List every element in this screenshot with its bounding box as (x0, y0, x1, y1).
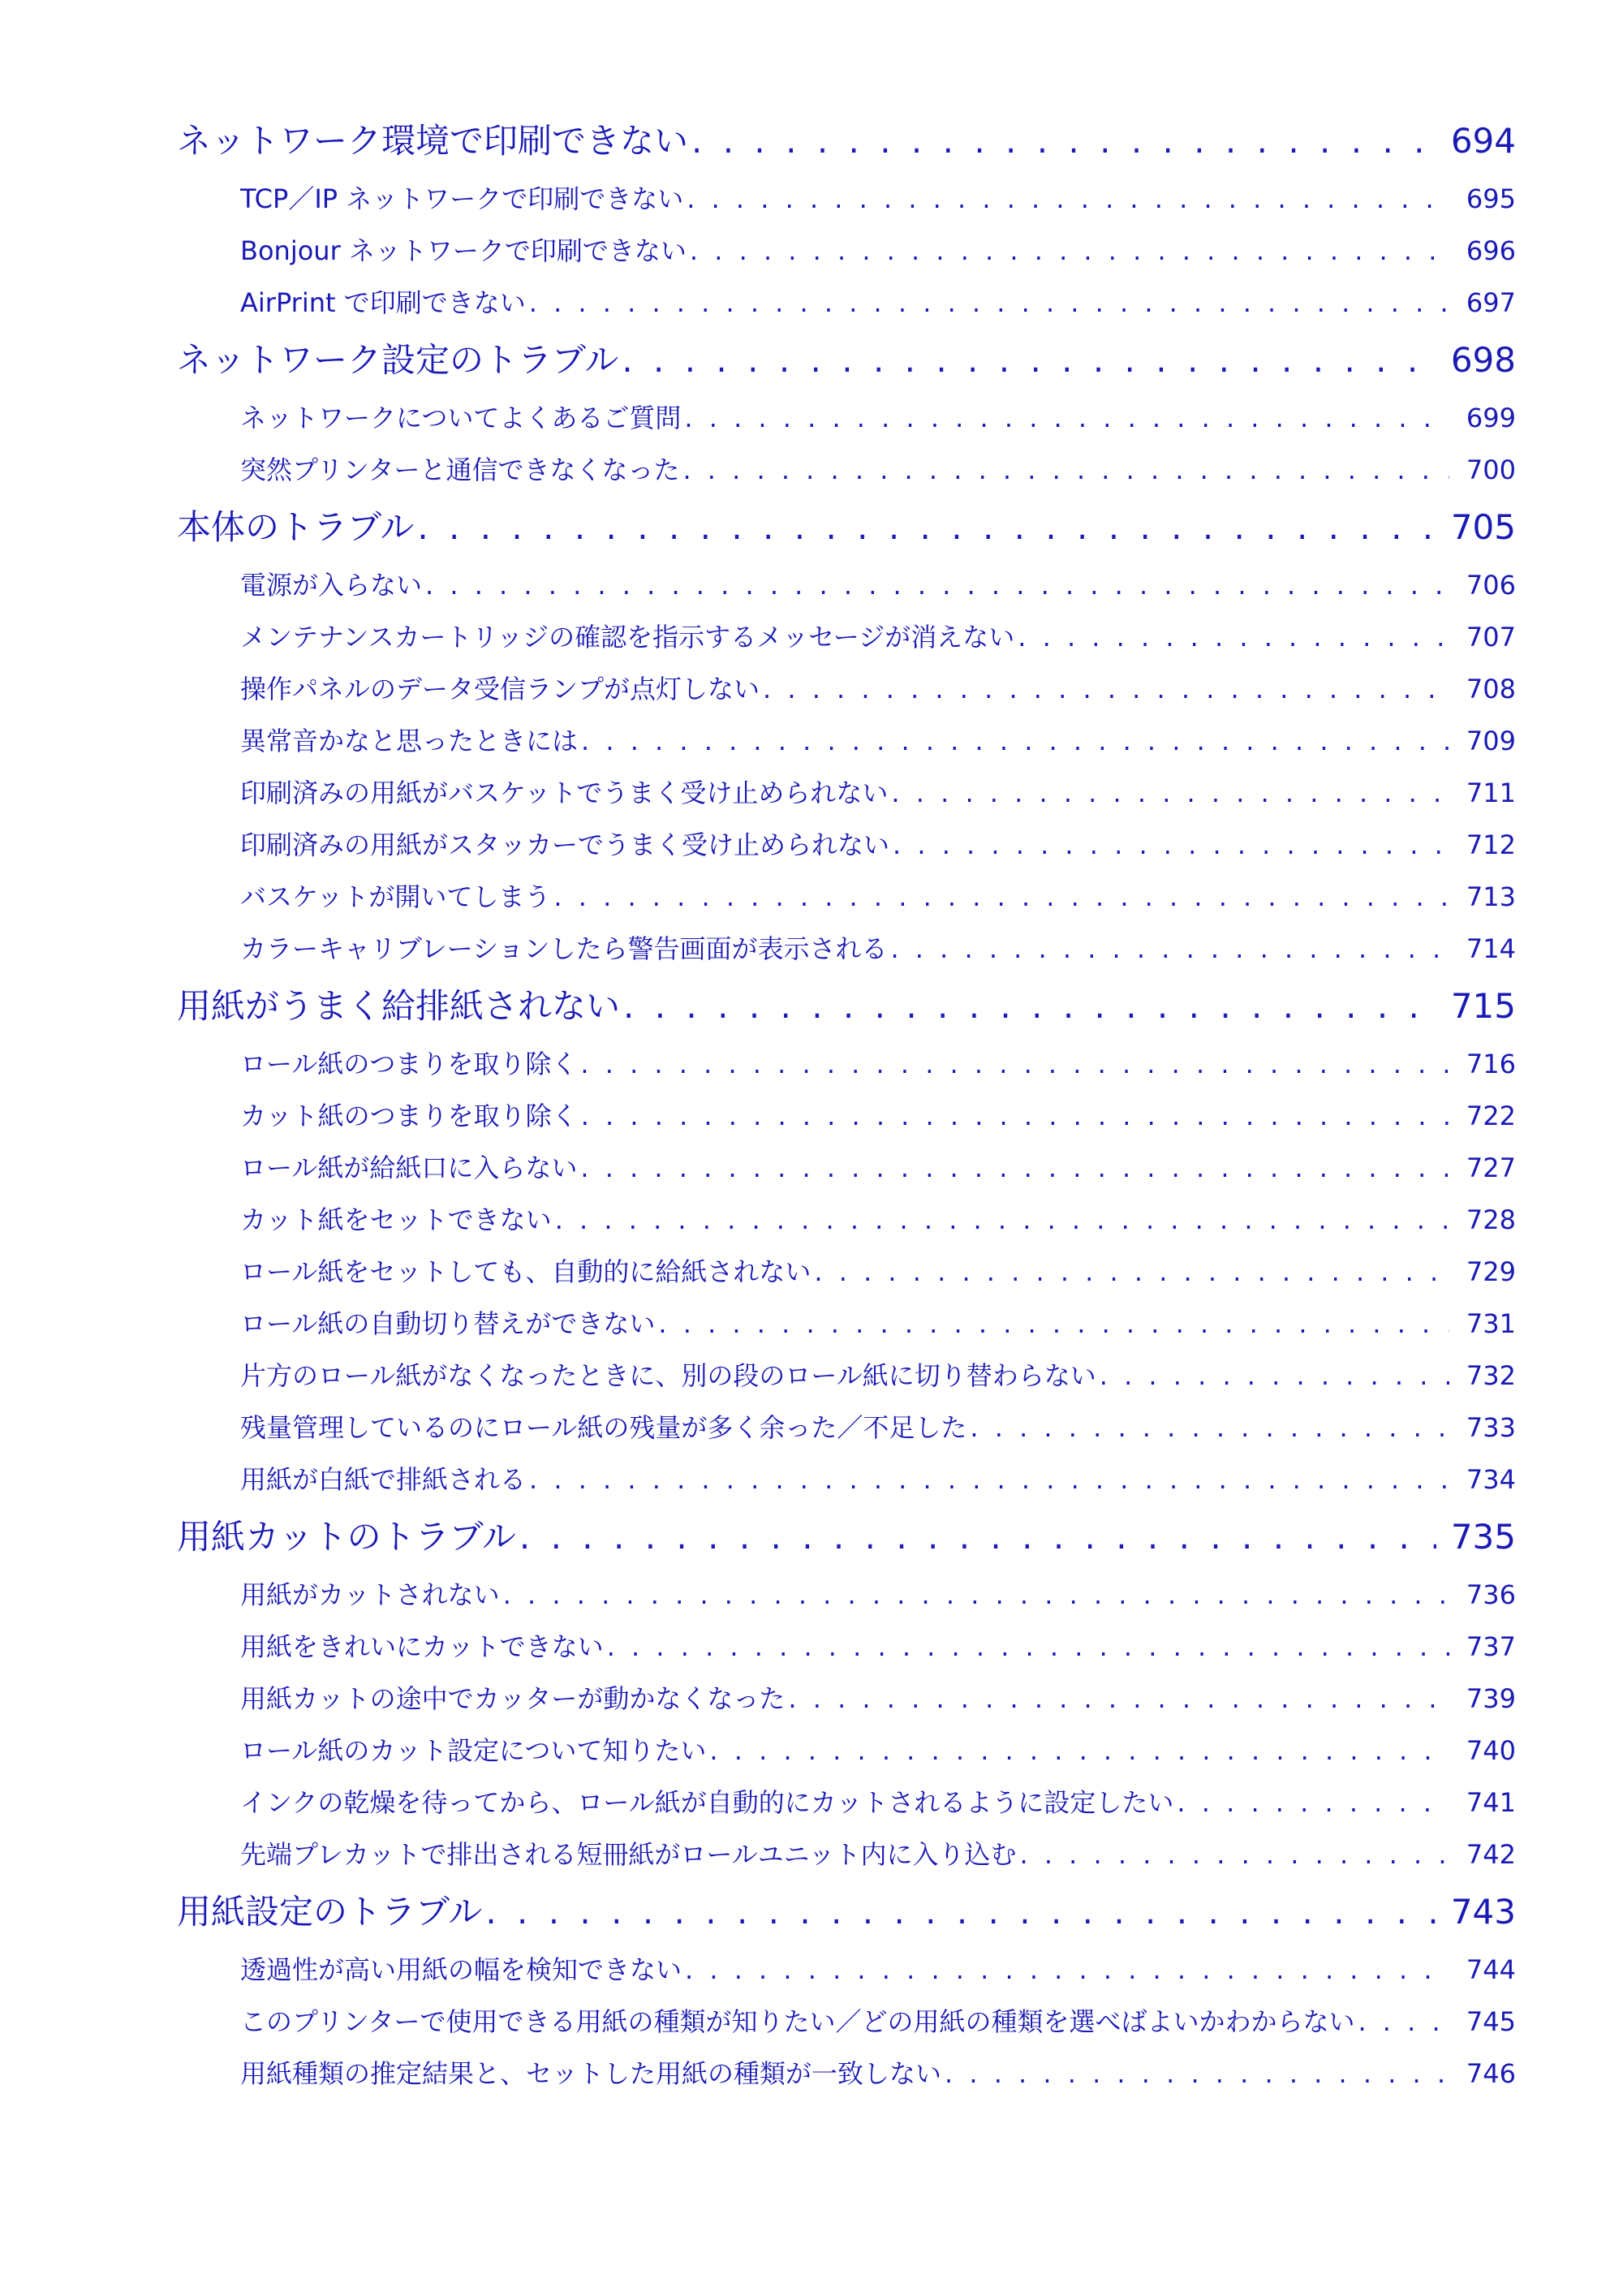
toc-leader-dots (709, 1732, 1449, 1769)
toc-leader-dots (607, 1628, 1449, 1665)
toc-page-number: 729 (1466, 1256, 1516, 1287)
toc-page-number: 715 (1450, 986, 1516, 1026)
toc-subsection-entry[interactable] (240, 878, 1516, 915)
toc-leader-dots (580, 1149, 1449, 1187)
toc-leader-dots (1358, 2003, 1449, 2040)
toc-section-entry[interactable] (177, 117, 1516, 166)
toc-entry-title: 本体のトラブル (177, 507, 415, 547)
toc-entry-title: 印刷済みの用紙がスタッカーでうまく受け止められない (240, 829, 890, 860)
toc-subsection-entry[interactable] (240, 1201, 1516, 1238)
toc-leader-dots (814, 1253, 1449, 1290)
toc-leader-dots (622, 336, 1436, 385)
toc-subsection-entry[interactable] (240, 1253, 1516, 1290)
toc-entry-title: 用紙がカットされない (240, 1579, 500, 1610)
toc-page-number: 733 (1466, 1412, 1516, 1443)
toc-leader-dots (684, 399, 1449, 437)
toc-page-number: 742 (1466, 1839, 1516, 1870)
toc-leader-dots (687, 180, 1449, 218)
toc-leader-dots (555, 1201, 1449, 1238)
toc-entry-title: 電源が入らない (240, 570, 423, 601)
toc-leader-dots (519, 1513, 1436, 1562)
toc-leader-dots (685, 1951, 1449, 1988)
toc-leader-dots (1018, 618, 1449, 656)
toc-page-number: 744 (1466, 1954, 1516, 1985)
toc-page-number: 736 (1466, 1579, 1516, 1610)
toc-page-number: 700 (1466, 454, 1516, 485)
toc-entry-title: バスケットが開いてしまう (240, 881, 551, 912)
toc-page-number: 695 (1466, 183, 1516, 214)
toc-page-number: 707 (1466, 622, 1516, 653)
toc-entry-title: インクの乾燥を待ってから、ロール紙が自動的にカットされるように設定したい (240, 1787, 1174, 1818)
toc-leader-dots (691, 117, 1436, 166)
toc-leader-dots (503, 1576, 1449, 1613)
toc-subsection-entry[interactable] (240, 1149, 1516, 1187)
toc-subsection-entry[interactable] (240, 1576, 1516, 1613)
toc-entry-title: カット紙をセットできない (240, 1204, 552, 1235)
toc-page-number: 699 (1466, 403, 1516, 433)
toc-subsection-entry[interactable] (240, 774, 1516, 812)
toc-page-number: 705 (1450, 507, 1516, 547)
toc-page-number: 714 (1466, 933, 1516, 964)
toc-page-number: 741 (1466, 1787, 1516, 1818)
toc-entry-title: Bonjour ネットワークで印刷できない (240, 235, 687, 266)
toc-entry-title: メンテナンスカートリッジの確認を指示するメッセージが消えない (240, 622, 1015, 653)
toc-entry-title: このプリンターで使用できる用紙の種類が知りたい／どの用紙の種類を選べばよいかわからない (240, 2006, 1355, 2037)
toc-entry-title: TCP／IP ネットワークで印刷できない (240, 183, 684, 214)
toc-page-number: 745 (1466, 2006, 1516, 2037)
toc-subsection-entry[interactable] (240, 1628, 1516, 1665)
toc-page-number: 743 (1450, 1892, 1516, 1932)
toc-section-entry[interactable] (177, 982, 1516, 1031)
toc-subsection-entry[interactable] (240, 566, 1516, 604)
toc-entry-title: ネットワークについてよくあるご質問 (240, 403, 682, 433)
toc-entry-title: 先端プレカットで排出される短冊紙がロールユニット内に入り込む (240, 1839, 1017, 1870)
toc-page-number: 708 (1466, 674, 1516, 704)
toc-entry-title: ロール紙をセットしても、自動的に給紙されない (240, 1256, 812, 1287)
toc-page-number: 734 (1466, 1464, 1516, 1495)
toc-page-number: 706 (1466, 570, 1516, 601)
toc-leader-dots (417, 503, 1436, 552)
toc-page-number: 713 (1466, 881, 1516, 912)
toc-subsection-entry[interactable] (240, 1951, 1516, 1988)
toc-subsection-entry[interactable] (240, 1784, 1516, 1821)
toc-entry-title: カラーキャリブレーションしたら警告画面が表示される (240, 933, 888, 964)
toc-page-number: 722 (1466, 1101, 1516, 1131)
toc-subsection-entry[interactable] (240, 1732, 1516, 1769)
toc-section-entry[interactable] (177, 503, 1516, 552)
toc-page-number: 731 (1466, 1308, 1516, 1339)
toc-leader-dots (581, 1097, 1449, 1135)
toc-subsection-entry[interactable] (240, 1461, 1516, 1498)
toc-leader-dots (658, 1305, 1449, 1342)
toc-page-number: 696 (1466, 235, 1516, 266)
toc-entry-title: 用紙カットのトラブル (177, 1517, 516, 1557)
toc-page-number: 737 (1466, 1631, 1516, 1662)
toc-page-number: 740 (1466, 1735, 1516, 1766)
toc-leader-dots (682, 451, 1449, 489)
toc-entry-title: 突然プリンターと通信できなくなった (240, 454, 680, 485)
toc-page-number: 746 (1466, 2058, 1516, 2089)
toc-subsection-entry[interactable] (240, 670, 1516, 708)
toc-entry-title: 残量管理しているのにロール紙の残量が多く余った／不足した (240, 1412, 967, 1443)
toc-subsection-entry[interactable] (240, 1680, 1516, 1717)
toc-page-number: 694 (1450, 121, 1516, 161)
toc-leader-dots (690, 232, 1449, 269)
toc-leader-dots (891, 774, 1449, 812)
toc-subsection-entry[interactable] (240, 180, 1516, 218)
toc-leader-dots (425, 566, 1449, 604)
toc-subsection-entry[interactable] (240, 1045, 1516, 1083)
toc-leader-dots (623, 982, 1436, 1031)
toc-subsection-entry[interactable] (240, 451, 1516, 489)
toc-leader-dots (1100, 1357, 1449, 1394)
toc-subsection-entry[interactable] (240, 1357, 1516, 1394)
toc-entry-title: 操作パネルのデータ受信ランプが点灯しない (240, 674, 760, 704)
toc-subsection-entry[interactable] (240, 722, 1516, 760)
toc-subsection-entry[interactable] (240, 1409, 1516, 1446)
toc-leader-dots (893, 826, 1449, 864)
toc-subsection-entry[interactable] (240, 284, 1516, 321)
toc-section-entry[interactable] (177, 1888, 1516, 1936)
toc-page-number: 727 (1466, 1152, 1516, 1183)
toc-leader-dots (1177, 1784, 1449, 1821)
toc-page-number: 728 (1466, 1204, 1516, 1235)
toc-page-number: 697 (1466, 287, 1516, 318)
toc-entry-title: 用紙がうまく給排紙されない (177, 986, 621, 1026)
toc-leader-dots (788, 1680, 1449, 1717)
toc-entry-title: ロール紙のカット設定について知りたい (240, 1735, 707, 1766)
toc-entry-title: AirPrint で印刷できない (240, 287, 526, 318)
toc-page-number: 709 (1466, 726, 1516, 756)
toc-leader-dots (581, 722, 1449, 760)
toc-page-number: 739 (1466, 1683, 1516, 1714)
toc-section-entry[interactable] (177, 1513, 1516, 1562)
toc-leader-dots (1019, 1836, 1449, 1873)
toc-subsection-entry[interactable] (240, 930, 1516, 967)
toc-leader-dots (485, 1888, 1436, 1936)
toc-section-entry[interactable] (177, 336, 1516, 385)
toc-entry-title: 片方のロール紙がなくなったときに、別の段のロール紙に切り替わらない (240, 1360, 1096, 1391)
toc-subsection-entry[interactable] (240, 2003, 1516, 2040)
toc-entry-title: ロール紙の自動切り替えができない (240, 1308, 656, 1339)
toc-page-number: 735 (1450, 1517, 1516, 1557)
toc-entry-title: ネットワーク設定のトラブル (177, 340, 619, 380)
toc-page-number: 716 (1466, 1049, 1516, 1079)
toc-leader-dots (529, 284, 1449, 321)
toc-subsection-entry[interactable] (240, 1305, 1516, 1342)
toc-leader-dots (890, 930, 1449, 967)
toc-entry-title: 用紙が白紙で排紙される (240, 1464, 527, 1495)
toc-page-number: 711 (1466, 778, 1516, 808)
toc-entry-title: ロール紙が給紙口に入らない (240, 1152, 578, 1183)
toc-entry-title: ネットワーク環境で印刷できない (177, 121, 689, 161)
toc-entry-title: 印刷済みの用紙がバスケットでうまく受け止められない (240, 778, 889, 808)
toc-entry-title: 用紙カットの途中でカッターが動かなくなった (240, 1683, 786, 1714)
toc-entry-title: ロール紙のつまりを取り除く (240, 1049, 578, 1079)
toc-entry-title: 透過性が高い用紙の幅を検知できない (240, 1954, 682, 1985)
toc-leader-dots (529, 1461, 1449, 1498)
toc-page-number: 712 (1466, 829, 1516, 860)
toc-entry-title: カット紙のつまりを取り除く (240, 1101, 578, 1131)
toc-entry-title: 用紙種類の推定結果と、セットした用紙の種類が一致しない (240, 2058, 942, 2089)
toc-subsection-entry[interactable] (240, 232, 1516, 269)
toc-leader-dots (970, 1409, 1449, 1446)
toc-leader-dots (945, 2055, 1449, 2092)
toc-entry-title: 用紙設定のトラブル (177, 1892, 483, 1932)
toc-page-number: 698 (1450, 340, 1516, 380)
toc-subsection-entry[interactable] (240, 618, 1516, 656)
toc-leader-dots (763, 670, 1449, 708)
toc-entry-title: 用紙をきれいにカットできない (240, 1631, 604, 1662)
toc-page-number: 732 (1466, 1360, 1516, 1391)
toc-leader-dots (580, 1045, 1449, 1083)
toc-leader-dots (553, 878, 1449, 915)
toc-subsection-entry[interactable] (240, 1836, 1516, 1873)
toc-subsection-entry[interactable] (240, 399, 1516, 437)
toc-subsection-entry[interactable] (240, 826, 1516, 864)
toc-subsection-entry[interactable] (240, 1097, 1516, 1135)
toc-entry-title: 異常音かなと思ったときには (240, 726, 579, 756)
toc-subsection-entry[interactable] (240, 2055, 1516, 2092)
